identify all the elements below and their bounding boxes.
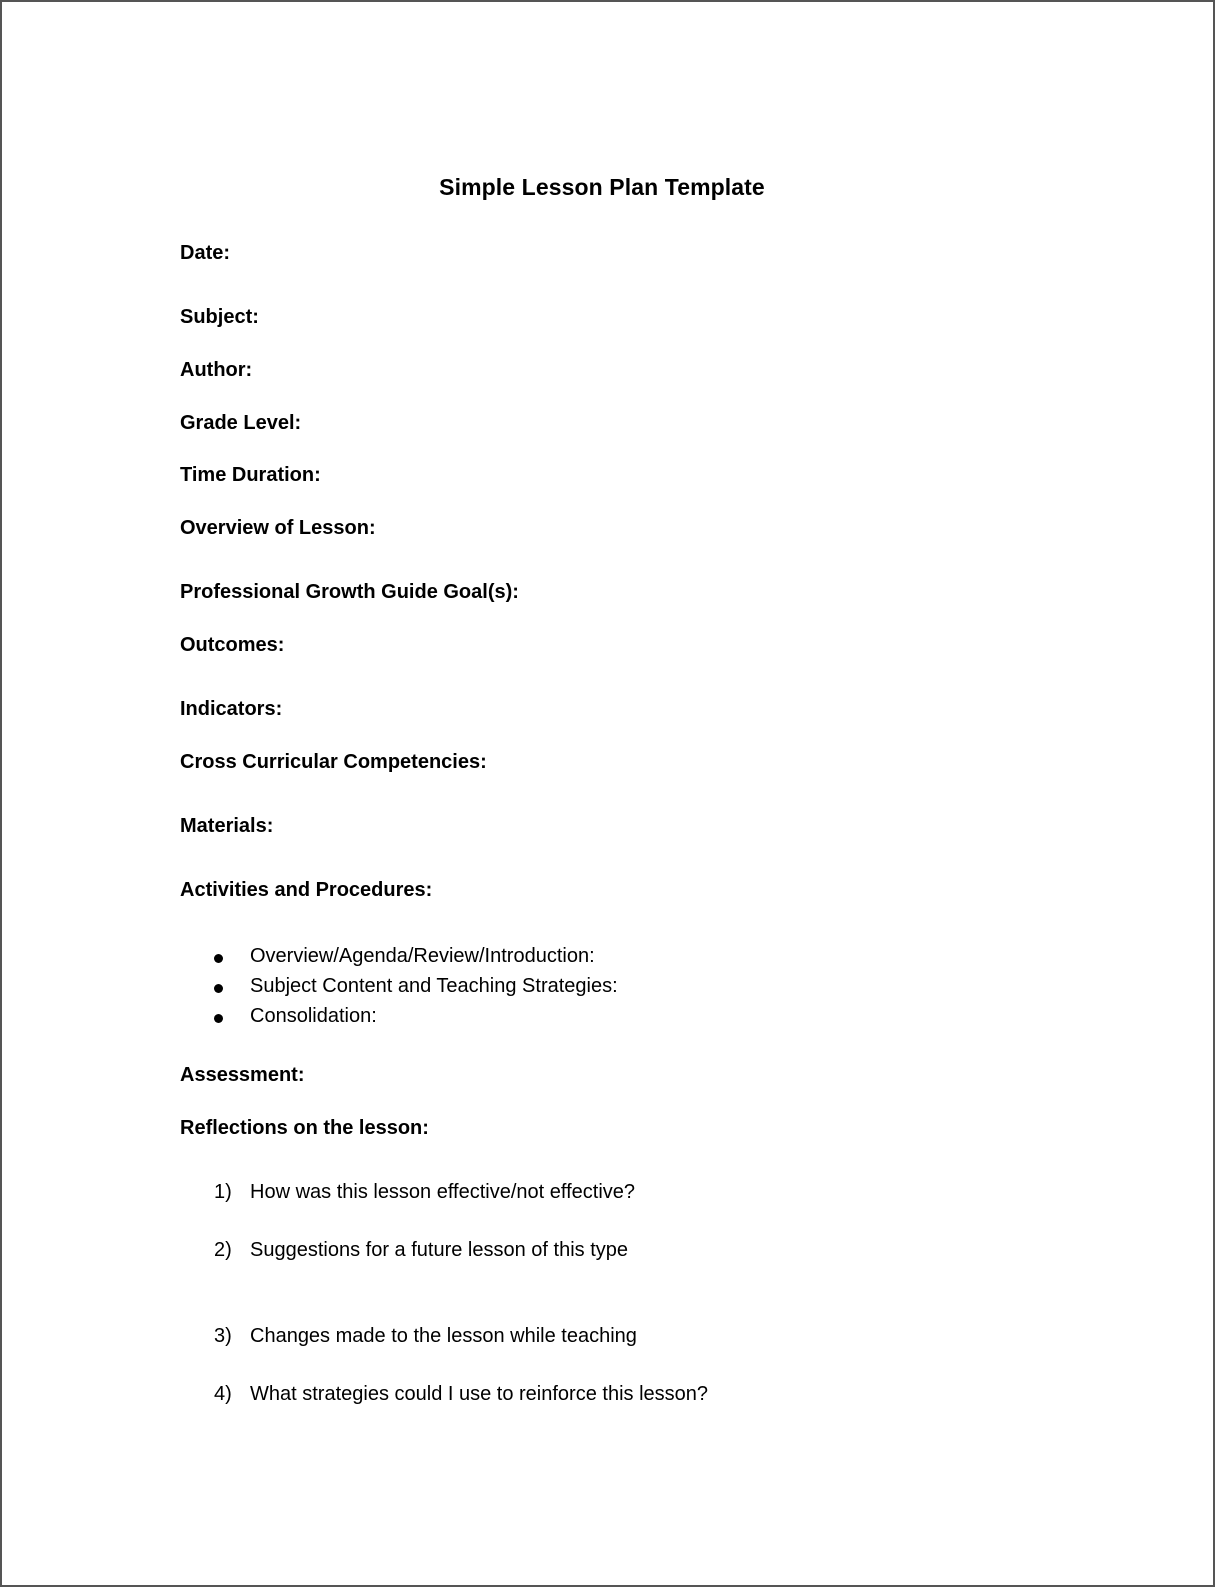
bullet-icon: [214, 1014, 223, 1023]
bullet-icon: [214, 984, 223, 993]
list-number: 2): [214, 1239, 232, 1261]
author-label: Author:: [180, 359, 253, 381]
document-title: Simple Lesson Plan Template: [439, 174, 765, 200]
list-item-text: Suggestions for a future lesson of this type: [250, 1239, 628, 1261]
list-item-text: Changes made to the lesson while teaching: [250, 1325, 637, 1347]
activities-and-procedures-label: Activities and Procedures:: [180, 879, 433, 901]
bullet-text: Subject Content and Teaching Strategies:: [250, 975, 618, 997]
outcomes-label: Outcomes:: [180, 634, 285, 656]
materials-label: Materials:: [180, 815, 274, 837]
list-number: 1): [214, 1181, 232, 1203]
time-duration-label: Time Duration:: [180, 464, 321, 486]
reflections-label: Reflections on the lesson:: [180, 1117, 429, 1139]
bullet-text: Consolidation:: [250, 1005, 377, 1027]
cross-curricular-competencies-label: Cross Curricular Competencies:: [180, 751, 487, 773]
subject-label: Subject:: [180, 306, 259, 328]
date-label: Date:: [180, 242, 231, 264]
bullet-icon: [214, 954, 223, 963]
bullet-text: Overview/Agenda/Review/Introduction:: [250, 945, 595, 967]
indicators-label: Indicators:: [180, 698, 283, 720]
list-number: 3): [214, 1325, 232, 1347]
overview-of-lesson-label: Overview of Lesson:: [180, 517, 376, 539]
assessment-label: Assessment:: [180, 1064, 305, 1086]
professional-growth-goals-label: Professional Growth Guide Goal(s):: [180, 581, 519, 603]
list-item-text: What strategies could I use to reinforce this lesson?: [250, 1383, 709, 1405]
grade-level-label: Grade Level:: [180, 412, 302, 434]
list-number: 4): [214, 1383, 232, 1405]
list-item-text: How was this lesson effective/not effective?: [250, 1181, 636, 1203]
